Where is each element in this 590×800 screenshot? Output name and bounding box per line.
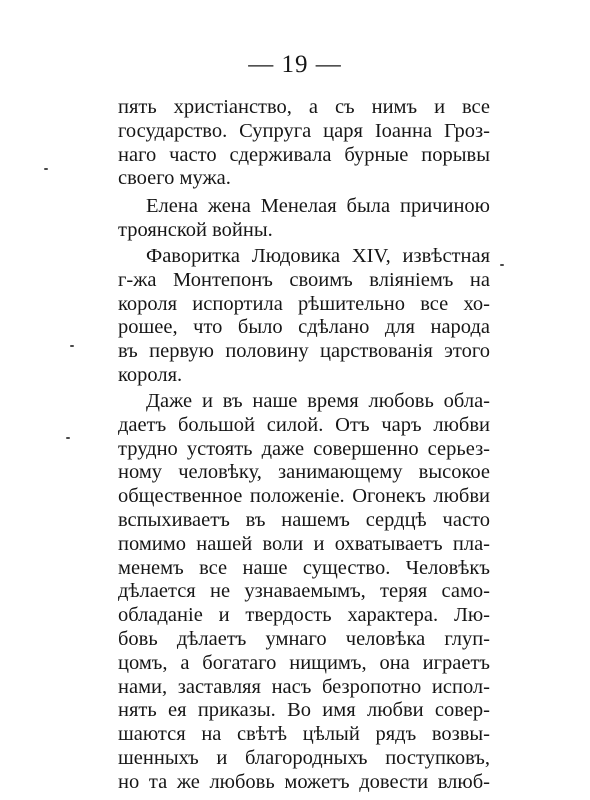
text-line: нами, заставляя насъ безропотно испол- [118,675,490,698]
text-line: шенныхъ и благородныхъ поступковъ, [118,746,490,769]
text-line: Даже и въ наше время любовь обла- [146,390,490,412]
text-line: нять ея приказы. Во имя любви совер- [118,699,490,722]
paragraph [118,390,490,795]
scan-speck [70,345,74,347]
scan-speck [500,264,504,266]
text-line: въ первую половину царствованія этого [118,340,490,363]
paragraph [118,245,490,388]
text-line: своего мужа. [118,167,231,190]
text-line: короля испортила рѣшительно все хо- [118,292,490,315]
text-line: цомъ, а богатаго нищимъ, она играетъ [118,651,490,674]
text-line: помимо нашей воли и охватываетъ пла- [118,532,490,555]
text-line: вспыхиваетъ въ нашемъ сердцѣ часто [118,508,490,531]
scan-speck [66,437,70,439]
text-line: общественное положеніе. Огонекъ любви [118,485,490,508]
text-line: государство. Супруга царя Іоанна Гроз- [118,119,490,142]
text-line: даетъ большой силой. Отъ чаръ любви [118,413,490,436]
paragraph [118,96,490,191]
page-number: — 19 — [248,51,342,78]
text-line: трудно устоять даже совершенно серьез- [118,437,490,460]
text-line: Фаворитка Людовика XIV, извѣстная [146,245,490,267]
text-line: короля. [118,363,183,386]
text-line: Елена жена Менелая была причиною [146,195,490,217]
text-line: бовь дѣлаетъ умнаго человѣка глуп- [118,627,490,650]
text-line: ному человѣку, занимающему высокое [118,461,490,484]
text-line: менемъ все наше существо. Человѣкъ [118,556,490,579]
text-line: дѣлается не узнаваемымъ, теряя само- [118,580,490,603]
text-line: г-жа Монтепонъ своимъ вліяніемъ на [118,268,490,291]
text-line: рошее, что было сдѣлано для народа [118,316,490,339]
text-line: троянской войны. [118,218,273,241]
text-line: шаются на свѣтѣ цѣлый рядъ возвы- [118,723,490,746]
text-line: обладаніе и твердость характера. Лю- [118,604,490,627]
text-line: пять христіанство, а съ нимъ и все [118,96,490,118]
text-line: наго часто сдерживала бурные порывы [118,143,490,166]
scan-speck [44,168,48,170]
text-line: но та же любовь можетъ довести влюб- [118,770,490,793]
paragraph [118,195,490,243]
